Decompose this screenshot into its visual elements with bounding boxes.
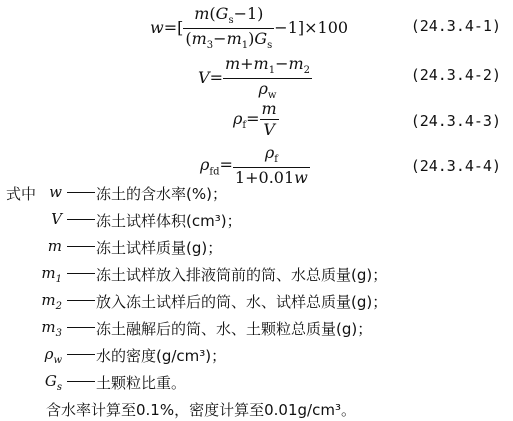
definition-text: 土颗粒比重。: [96, 374, 187, 392]
dash: [67, 219, 95, 220]
equation-number-3: (24.3.4-3): [410, 112, 501, 130]
definition-row: [0, 345, 513, 367]
dash: [67, 300, 95, 301]
symbol-m: m: [47, 237, 62, 255]
definition-row: [0, 210, 513, 232]
dash: [67, 273, 95, 274]
definition-text: 冻土的含水率(%)；: [96, 185, 227, 203]
dash: [67, 327, 95, 328]
definition-text: 冻土试样放入排液筒前的筒、水总质量(g)；: [96, 266, 388, 284]
symbol-m2: $m_2$: [41, 291, 62, 312]
symbol-rho-w: $\rho_w$: [44, 345, 62, 366]
equation-density: $\rho_f=$ $\frac{m}{V}$: [233, 99, 277, 139]
definition-row: [0, 237, 513, 259]
definition-text: 放入冻土试样后的筒、水、试样总质量(g)；: [96, 293, 388, 311]
symbol-v: V: [51, 210, 62, 228]
definition-row: [0, 318, 513, 340]
definition-text: 冻土试样体积(cm³)；: [96, 212, 242, 230]
definition-row: [0, 372, 513, 394]
definition-row: [0, 291, 513, 313]
lead-label: 式中: [6, 185, 37, 203]
definition-text: 水的密度(g/cm³)；: [96, 347, 227, 365]
equation-dry-density: $\rho_{fd}=$ $\frac{\rho_f}{1+0.01w}$: [200, 143, 308, 188]
symbol-m3: $m_3$: [41, 318, 62, 339]
equation-number-1: (24.3.4-1): [410, 17, 501, 35]
dash: [67, 192, 95, 193]
precision-note: 含水率计算至0.1%，密度计算至0.01g/cm³。: [46, 401, 356, 419]
equation-volume: V= $\frac{m+m_1-m_2}{\rho_w}$: [198, 54, 311, 102]
symbol-m1: $m_1$: [41, 264, 62, 285]
symbol-w: w: [49, 183, 62, 201]
equation-number-4: (24.3.4-4): [410, 157, 501, 175]
definition-text: 冻土融解后的筒、水、土颗粒总质量(g)；: [96, 320, 373, 338]
dash: [67, 246, 95, 247]
equation-water-content: w=[ $\frac{m(G_s-1)}{(m_3-m_1)G_s}$ −1]×100: [150, 4, 349, 52]
definition-row: [0, 264, 513, 286]
dash: [67, 381, 95, 382]
definition-text: 冻土试样质量(g)；: [96, 239, 223, 257]
equation-number-2: (24.3.4-2): [410, 66, 501, 84]
symbol-gs: $G_s$: [44, 372, 62, 393]
definition-row: [0, 183, 513, 205]
dash: [67, 354, 95, 355]
